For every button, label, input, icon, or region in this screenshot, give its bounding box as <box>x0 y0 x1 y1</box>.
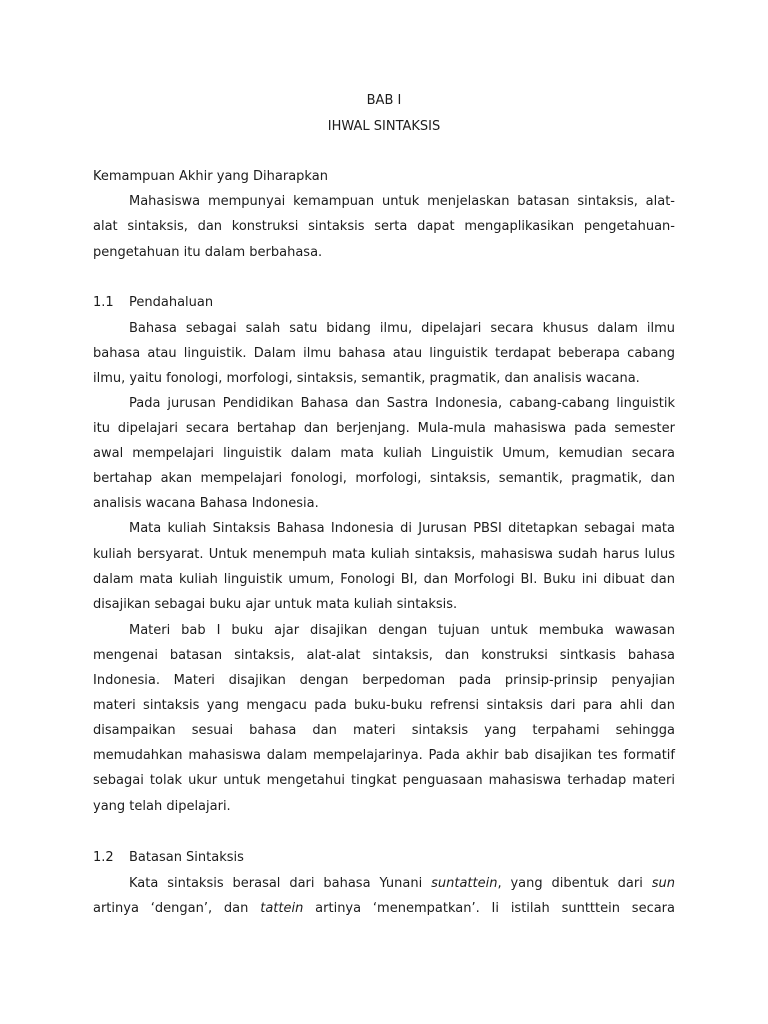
text-run: artinya ‘dengan’, dan <box>93 901 261 916</box>
paragraph-line: Indonesia. Materi disajikan dengan berpedoman pada prinsip-prinsip penyajian <box>93 673 675 688</box>
paragraph-line: analisis wacana Bahasa Indonesia. <box>93 496 319 511</box>
paragraph-line: Pada jurusan Pendidikan Bahasa dan Sastra Indonesia, cabang-cabang linguistik <box>129 396 675 411</box>
text-run: Kata <box>129 876 168 891</box>
term-sintaksis: sintaksis <box>167 876 224 891</box>
competency-line: Mahasiswa mempunyai kemampuan untuk menjelaskan batasan sintaksis, alat- <box>129 194 675 209</box>
paragraph-line: disampaikan sesuai bahasa dan materi sintaksis yang terpahami sehingga <box>93 723 675 738</box>
paragraph-line: Materi bab I buku ajar disajikan dengan tujuan untuk membuka wawasan <box>129 623 675 638</box>
paragraph-line: kuliah bersyarat. Untuk menempuh mata kuliah sintaksis, mahasiswa sudah harus lulus <box>93 547 675 562</box>
paragraph-line: dalam mata kuliah linguistik umum, Fonologi BI, dan Morfologi BI. Buku ini dibuat dan <box>93 572 675 587</box>
paragraph-line: mengenai batasan sintaksis, alat-alat sintaksis, dan konstruksi sintkasis bahasa <box>93 648 675 663</box>
paragraph-line: yang telah dipelajari. <box>93 799 231 814</box>
chapter-label: BAB I <box>366 93 402 108</box>
section-number: 1.1 <box>93 295 114 310</box>
competency-heading: Kemampuan Akhir yang Diharapkan <box>93 169 328 184</box>
section-title: Pendahaluan <box>129 295 214 310</box>
section-title: Batasan Sintaksis <box>129 850 244 865</box>
paragraph-line: memudahkan mahasiswa dalam mempelajarinya. Pada akhir bab disajikan tes formatif <box>93 748 675 763</box>
paragraph-line <box>93 900 675 918</box>
paragraph-line: bahasa atau linguistik. Dalam ilmu bahasa atau linguistik terdapat beberapa cabang <box>93 346 675 361</box>
paragraph-line: disajikan sebagai buku ajar untuk mata kuliah sintaksis. <box>93 597 458 612</box>
chapter-title: IHWAL SINTAKSIS <box>327 119 441 134</box>
paragraph-line: Bahasa sebagai salah satu bidang ilmu, dipelajari secara khusus dalam ilmu <box>129 321 675 336</box>
text-run: , yang dibentuk dari <box>497 876 652 891</box>
paragraph-line: awal mempelajari linguistik dalam mata kuliah Linguistik Umum, kemudian secara <box>93 446 675 461</box>
text-run: berasal dari bahasa Yunani <box>223 876 432 891</box>
section-number: 1.2 <box>93 850 114 865</box>
paragraph-line <box>129 875 675 893</box>
competency-line: alat sintaksis, dan konstruksi sintaksis serta dapat mengaplikasikan pengetahuan- <box>93 219 675 234</box>
term-sun: sun <box>651 876 675 891</box>
term-tattein: tattein <box>260 901 304 916</box>
competency-line: pengetahuan itu dalam berbahasa. <box>93 245 323 260</box>
section-heading-1-1 <box>93 294 213 312</box>
term-suntattein: suntattein <box>431 876 498 891</box>
paragraph-line: Mata kuliah Sintaksis Bahasa Indonesia di Jurusan PBSI ditetapkan sebagai mata <box>129 521 675 536</box>
paragraph-line: bertahap akan mempelajari fonologi, morfologi, sintaksis, semantik, pragmatik, dan <box>93 471 675 486</box>
paragraph-line: materi sintaksis yang mengacu pada buku-buku refrensi sintaksis dari para ahli dan <box>93 698 675 713</box>
text-run: artinya ‘menempatkan’. Ii istilah suntttein secara <box>303 901 675 916</box>
section-heading-1-2 <box>93 849 244 867</box>
paragraph-line: ilmu, yaitu fonologi, morfologi, sintaksis, semantik, pragmatik, dan analisis wacana. <box>93 371 640 386</box>
paragraph-line: itu dipelajari secara bertahap dan berjenjang. Mula-mula mahasiswa pada semester <box>93 421 675 436</box>
paragraph-line: sebagai tolak ukur untuk mengetahui tingkat penguasaan mahasiswa terhadap materi <box>93 773 675 788</box>
